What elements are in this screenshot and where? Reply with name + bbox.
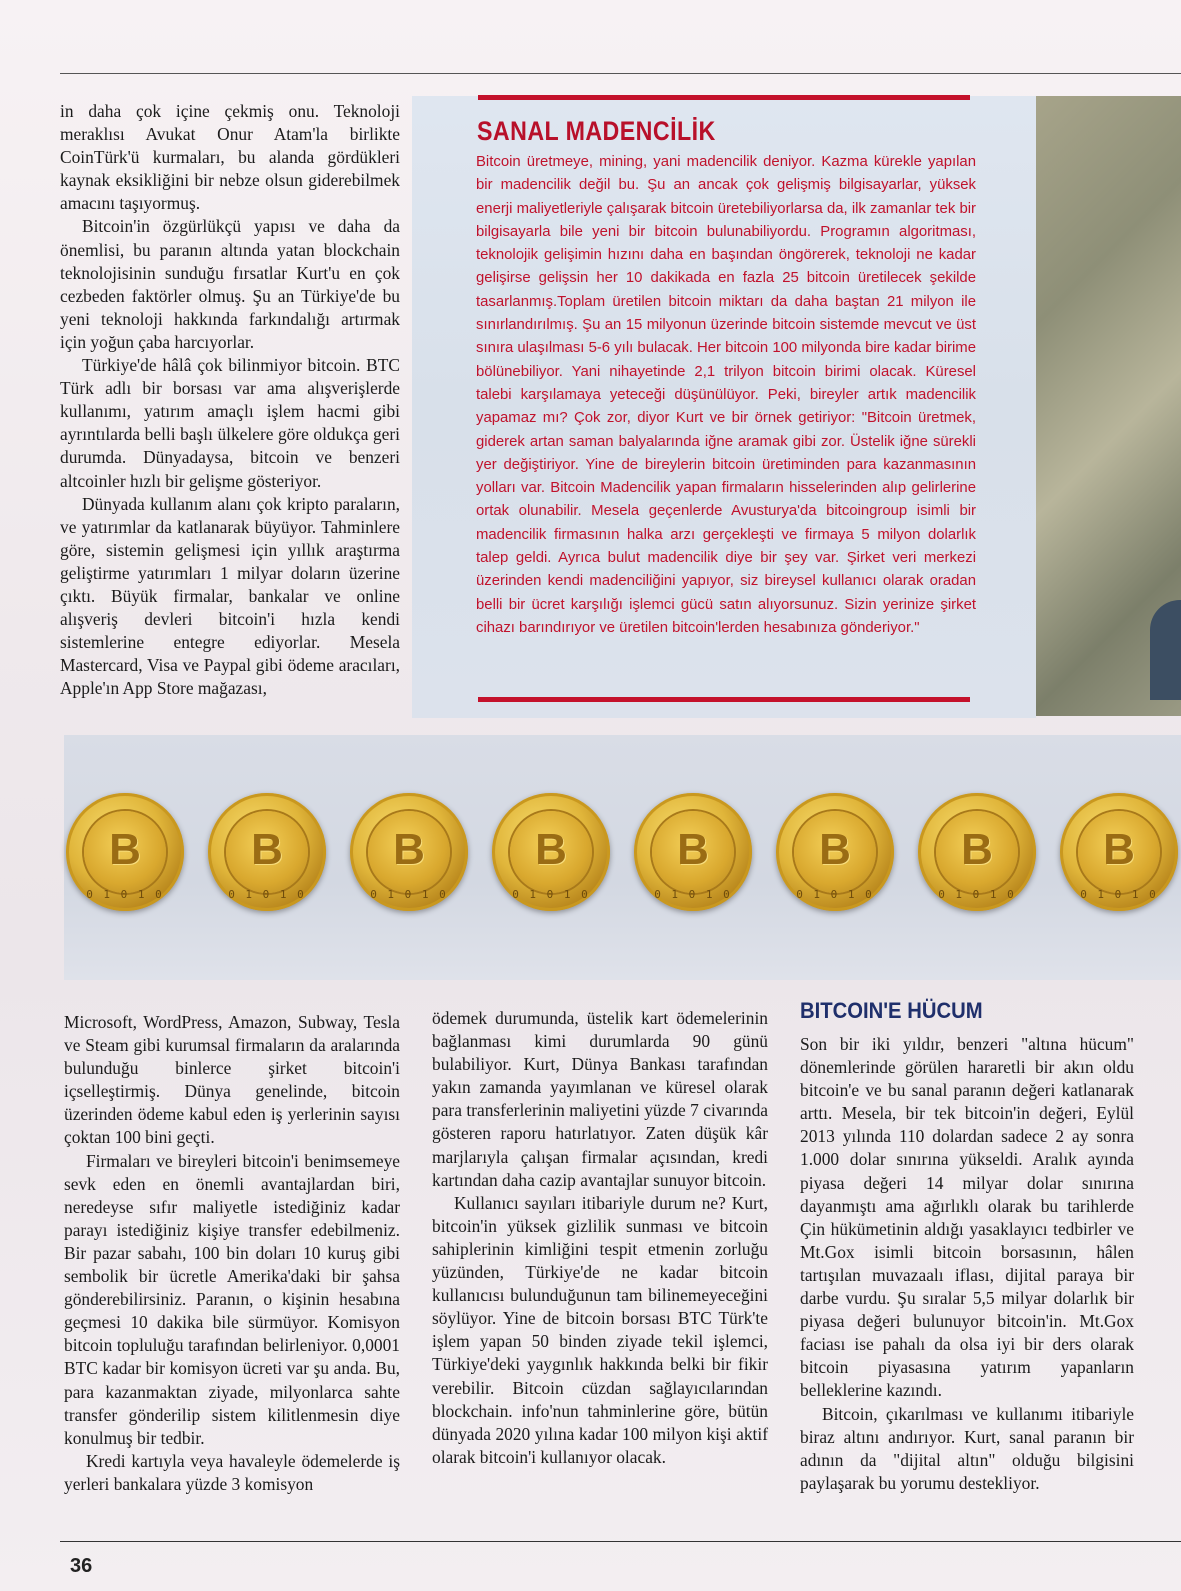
coin-digits: 0 1 0 1 0 <box>938 888 1016 901</box>
paragraph: in daha çok içine çekmiş onu. Teknoloji meraklısı Avukat Onur Atam'la birlikte CoinTürk'ü kurmaları, bu alanda gördükleri kaynak eksikliğini bir nebze olsun giderebilmek amacını taşıyormuş. <box>60 101 400 214</box>
paragraph: Kredi kartıyla veya havaleyle ödemelerde iş yerleri bankalara yüzde 3 komisyon <box>64 1450 400 1494</box>
paragraph: Bitcoin'in özgürlükçü yapısı ve daha da önemlisi, bu paranın altında yatan blockchain teknolojisinin sunduğu fırsatlar Kurt'u en çok cezbeden faktörler olmuş. Şu an Türkiye'de bu yeni teknoloji hakkında farkındalığı artırmak için yoğun çaba harcıyorlar. <box>60 216 400 352</box>
sidebar-top-rule <box>478 95 970 100</box>
paragraph: Dünyada kullanım alanı çok kripto paraların, ve yatırımlar da katlanarak büyüyor. Tahminlere göre, sistemin gelişmesi için yıllık araştırma geliştirme yatırımları 1 milyar doların üzerine çıktı. Büyük firmalar, bankalar ve online alışveriş devleri bitcoin'i hızla kendi sistemlerine entegre ediyorlar. Mesela Mastercard, Visa ve Paypal gibi ödeme aracıları, Apple'ın App Store mağazası, <box>60 493 400 699</box>
page-number: 36 <box>70 1555 93 1577</box>
paragraph: Bitcoin, çıkarılması ve kullanımı itibariyle biraz altını andırıyor. Kurt, sanal paranın bir adının da "dijital altın" olduğu bilgisini paylaşarak bu yorumu destekliyor. <box>800 1403 1134 1493</box>
bottom-left-column <box>64 1011 400 1496</box>
bottom-middle-column <box>432 1007 768 1469</box>
coin-face <box>1078 811 1160 893</box>
bitcoin-icon: B <box>251 825 283 874</box>
coin-face <box>84 811 166 893</box>
paragraph: Son bir iki yıldır, benzeri "altına hücum" dönemlerinde görülen hararetli bir akın oldu bitcoin'e ve bu sanal paranın değeri katlanarak arttı. Mesela, bir tek bitcoin'in değeri, Eylül 2013 yılında 110 dolardan sadece 2 ay sonra 1.000 dolar sınırına yükseldi. Aralık ayında piyasa değeri 14 milyar dolar sınırına dayanmıştı ama ağırlıklı olarak bu tarihlerde Çin hükümetinin aldığı yasaklayıcı tedbirler ve Mt.Gox isimli bitcoin borsasının, hâlen tartışılan muvazaalı iflası, dijital paraya bir darbe vurdu. Şu sıralar 5,5 milyar dolarlık bir piyasa değeri bulunuyor bitcoin'in. Mt.Gox faciası ise pahalı da olsa iyi bir ders olarak bitcoin piyasasına yatırım yapanların belleklerine kazındı. <box>800 1034 1134 1401</box>
bitcoin-coin-image <box>776 793 894 911</box>
paragraph: ödemek durumunda, üstelik kart ödemelerinin bağlanması kimi durumlarda 90 günü bulabiliyor. Kurt, Dünya Bankası tarafından yakın zamanda yayımlanan ve küresel olarak para transferlerinin maliyetini yüzde 7 civarında gösteren raporu hatırlatıyor. Zaten düşük kâr marjlarıyla çalışan firmalar açısından, kredi kartından daha cazip avantajlar sunuyor bitcoin. <box>432 1008 768 1190</box>
coin-face <box>652 811 734 893</box>
bitcoin-coin-image <box>208 793 326 911</box>
coin-digits: 0 1 0 1 0 <box>512 888 590 901</box>
bitcoin-icon: B <box>535 825 567 874</box>
top-left-column <box>60 100 400 700</box>
paragraph: Microsoft, WordPress, Amazon, Subway, Tesla ve Steam gibi kurumsal firmaların da aralarında bulunduğu binlerce şirket bitcoin'i içselleştirmiş. Dünya genelinde, bitcoin üzerinden ödeme kabul eden iş yerlerinin sayısı çoktan 100 bini geçti. <box>64 1012 400 1148</box>
paragraph: Kullanıcı sayıları itibariyle durum ne? Kurt, bitcoin'in yüksek gizlilik sunması ve bitcoin sahiplerinin kimliğini tespit etmenin zorluğu yüzünden, Türkiye'de ne kadar bitcoin kullanıcısı bulunduğunun tam bilinemeyeceğini söylüyor. Yine de bitcoin borsası BTC Türk'te işlem yapan 50 binden ziyade tekil işlemci, Türkiye'deki yaygınlık hakkında belki bir fikir verebilir. Bitcoin cüzdan sağlayıcılarından blockchain. info'nun tahminlerine göre, bütün dünyada 2020 yılına kadar 100 milyon kişi aktif olarak bitcoin'i kullanıyor olacak. <box>432 1192 768 1467</box>
bitcoin-icon: B <box>393 825 425 874</box>
bitcoin-coin-image <box>918 793 1036 911</box>
section-heading: BITCOIN'E HÜCUM <box>800 998 983 1023</box>
bitcoin-icon: B <box>109 825 141 874</box>
coin-face <box>936 811 1018 893</box>
bitcoin-icon: B <box>677 825 709 874</box>
sidebar-bottom-rule <box>478 697 970 702</box>
coin-face <box>226 811 308 893</box>
bitcoin-icon: B <box>1103 825 1135 874</box>
bitcoin-coin-image <box>492 793 610 911</box>
coin-face <box>368 811 450 893</box>
bitcoin-coin-image <box>634 793 752 911</box>
photo-shadow <box>1150 600 1181 700</box>
coin-digits: 0 1 0 1 0 <box>228 888 306 901</box>
bitcoin-icon: B <box>819 825 851 874</box>
coin-face <box>794 811 876 893</box>
coin-face <box>510 811 592 893</box>
bitcoin-icon: B <box>961 825 993 874</box>
top-rule <box>60 73 1181 74</box>
bottom-right-column <box>800 1033 1134 1495</box>
coin-digits: 0 1 0 1 0 <box>370 888 448 901</box>
bitcoin-coin-image <box>350 793 468 911</box>
coin-digits: 0 1 0 1 0 <box>86 888 164 901</box>
bottom-rule <box>60 1541 1181 1542</box>
coin-digits: 0 1 0 1 0 <box>796 888 874 901</box>
bitcoin-coin-image <box>66 793 184 911</box>
sidebar-heading: SANAL MADENCİLİK <box>477 116 716 146</box>
sidebar-body: Bitcoin üretmeye, mining, yani madencilik deniyor. Kazma kürekle yapılan bir madencilik değil bu. Şu an ancak çok gelişmiş bilgisayarlar, yüksek enerji maliyetleriyle çalışarak bitcoin üretebiliyorlarsa da, ilk zamanlar tek bir bilgisayarla bile yeni bir bitcoin bulunabiliyordu. Programın algoritması, teknolojik gelişimin hızını daha en başından öngörerek, teknoloji ne kadar gelişirse gelişsin her 10 dakikada en fazla 25 bitcoin üretilecek şekilde tasarlanmış.Toplam üretilen bitcoin miktarı da daha baştan 21 milyon ile sınırlandırılmış. Şu an 15 milyonun üzerinde bitcoin sistemde mevcut ve üst sınıra ulaşılması 5-6 yılı bulacak. Her bitcoin 100 milyonda bire kadar birime bölünebiliyor. Yani nihayetinde 2,1 trilyon bitcoin birimi olacak. Küresel talebi karşılamaya yeteceği düşünülüyor. Peki, bireyler artık madencilik yapamaz mı? Çok zor, diyor Kurt ve bir örnek getiriyor: "Bitcoin üretmek, giderek artan saman balyalarında iğne aramak gibi zor. Üstelik iğne sürekli yer değiştiriyor. Yine de bireylerin bitcoin üretiminden para kazanmasının yolları var. Bitcoin Madencilik yapan firmaların hisselerinden alıp gelirlerine ortak olunabilir. Mesela geçenlerde Avusturya'da bitcoingroup isimli bir madencilik firmasının halka arzı gerçekleşti ve firmaya 5 milyon dolarlık talep geldi. Ayrıca bulut madencilik diye bir şey var. Şirket veri merkezi üzerinden kendi madenciliğini yapıyor, siz bireysel kullanıcı olarak oradan belli bir ücret karşılığı işlemci gücü satın alıyorsunuz. Sizin yerinize şirket cihazı barındırıyor ve üretilen bitcoin'lerden hesabınıza gönderiyor." <box>476 154 976 636</box>
coin-digits: 0 1 0 1 0 <box>1080 888 1158 901</box>
paragraph: Firmaları ve bireyleri bitcoin'i benimsemeye sevk eden en önemli avantajlardan biri, neredeyse sıfır maliyetle istediğiniz kadar parayı istediğiniz kişiye transfer edebilmeniz. Bir pazar sabahı, 100 bin doları 10 kuruş gibi sembolik bir ücretle Amerika'daki bir şahsa gönderebilirsiniz. Paranın, o kişinin hesabına geçmesi 10 dakika bile sürmüyor. Komisyon bitcoin topluluğu tarafından belirleniyor. 0,0001 BTC kadar bir komisyon ücreti var şu anda. Bu, para kazanmaktan ziyade, milyonlarca sahte transfer gönderilip sistem kilitlenmesin diye konulmuş bir tedbir. <box>64 1150 400 1448</box>
coin-digits: 0 1 0 1 0 <box>654 888 732 901</box>
paragraph: Türkiye'de hâlâ çok bilinmiyor bitcoin. BTC Türk adlı bir borsası var ama alışverişlerde kullanımı, yatırım amaçlı işlem hacmi gibi ayrıntılarda belli başlı ülkelere göre oldukça geri durumda. Dünyadaysa, bitcoin ve benzeri altcoinler hızlı bir gelişme gösteriyor. <box>60 355 400 491</box>
bitcoin-coin-image <box>1060 793 1178 911</box>
